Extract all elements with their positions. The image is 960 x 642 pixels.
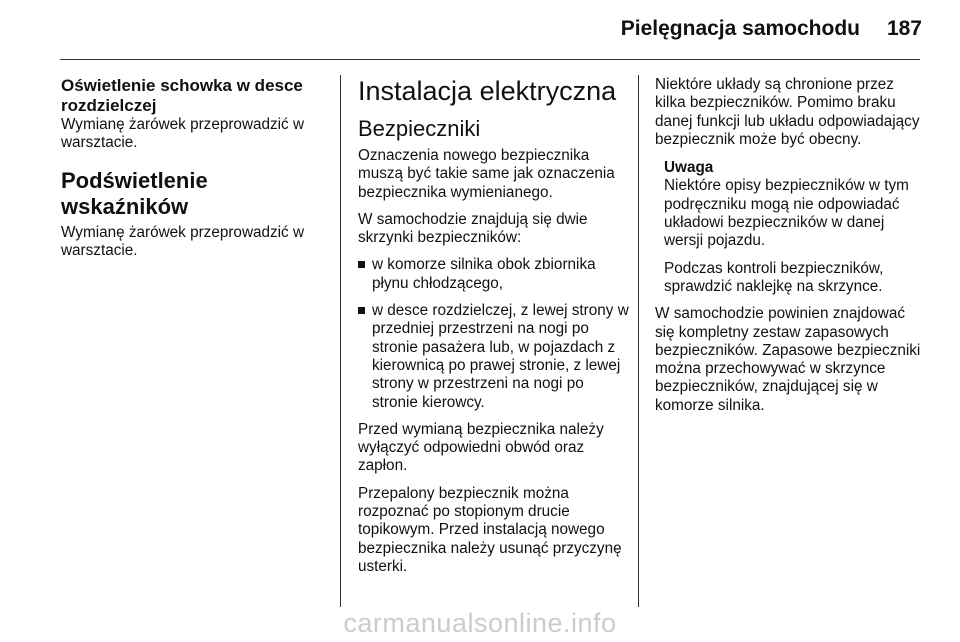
column-1 <box>61 76 333 260</box>
paragraph-glovebox: Wymianę żarówek przeprowadzić w warsztacie. <box>61 116 304 152</box>
paragraph-instruments: Wymianę żarówek przeprowadzić w warsztacie. <box>61 223 304 259</box>
list-item: w komorze silnika obok zbiornika płynu chłodzącego, <box>358 256 630 293</box>
paragraph-switch-off: Przed wymianą bezpiecznika należy wyłączyć odpowiedni obwód oraz zapłon. <box>358 420 604 475</box>
note-box <box>655 159 927 296</box>
note-title: Uwaga <box>664 159 714 177</box>
heading-instrument-illumination: Podświetlenie wskaźników <box>61 167 208 219</box>
paragraph-multiple-fuses: Niektóre układy są chronione przez kilka bezpieczników. Pomimo braku danej funkcji lub układu odpowiadający bezpiecznik może być obecny. <box>655 76 920 148</box>
bullet-icon <box>358 261 365 268</box>
column-2 <box>358 76 630 576</box>
page-number: 187 <box>886 17 922 40</box>
header-divider <box>60 59 920 60</box>
watermark: carmanualsonline.info <box>343 608 617 638</box>
column-divider-1 <box>340 75 341 607</box>
paragraph-fuse-marking: Oznaczenia nowego bezpiecznika muszą być takie same jak oznaczenia bezpiecznika wymienianego. <box>358 147 615 201</box>
heading-fuses: Bezpieczniki <box>358 116 481 141</box>
heading-glovebox-light: Oświetlenie schowka w desce rozdzielczej <box>61 76 303 115</box>
list-item: w desce rozdzielczej, z lewej strony w przedniej przestrzeni na nogi po stronie pasażera lub, w pojazdach z kierownicą po prawej stronie, z lewej strony w przestrzeni na nogi po stronie kierowcy. <box>358 302 630 412</box>
note-paragraph-1: Niektóre opisy bezpieczników w tym podręczniku mogą nie odpowiadać układowi bezpieczników w danej wersji pojazdu. <box>664 177 909 250</box>
page-title: Pielęgnacja samochodu <box>620 17 860 40</box>
note-paragraph-2: Podczas kontroli bezpieczników, sprawdzić naklejkę na skrzynce. <box>664 259 884 295</box>
paragraph-fuse-boxes: W samochodzie znajdują się dwie skrzynki bezpieczników: <box>358 210 588 247</box>
bullet-icon <box>358 307 365 314</box>
page-header <box>0 0 960 60</box>
heading-electrical-system: Instalacja elektryczna <box>358 76 617 106</box>
column-divider-2 <box>638 75 639 607</box>
column-3 <box>655 76 927 415</box>
paragraph-blown-fuse: Przepalony bezpiecznik można rozpoznać po stopionym drucie topikowym. Przed instalacją nowego bezpiecznika należy usunąć przyczynę usterki. <box>358 484 622 575</box>
paragraph-spare-fuses: W samochodzie powinien znajdować się kompletny zestaw zapasowych bezpieczników. Zapasowe bezpieczniki można przechowywać w skrzynce bezpieczników, znajdującej się w komorze silnika. <box>655 305 921 414</box>
fuse-box-list <box>358 256 630 411</box>
